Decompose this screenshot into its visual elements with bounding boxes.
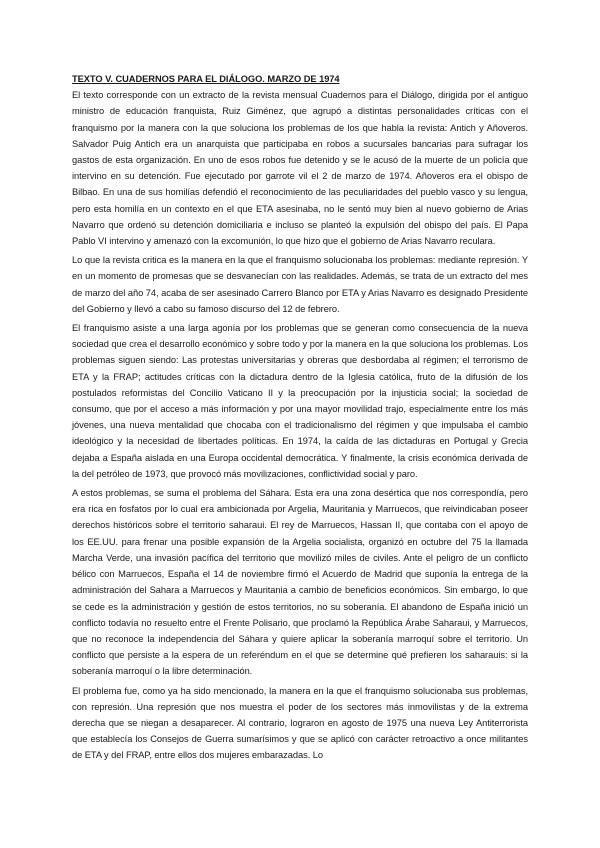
paragraph-represion-ley-antiterrorista: El problema fue, como ya ha sido mencionado, la manera en la que el franquismo solucionaba sus problemas, con represión. Una represión que nos muestra el poder de los sectores más inmovilistas y de la extrema derecha que se niegan a desaparecer. Al contrario, lograron en agosto de 1975 una nueva Ley Antiterrorista que establecía los Consejos de Guerra sumarísimos y que se aplicó con carácter retroactivo a once militantes de ETA y del FRAP, entre ellos dos mujeres embarazadas. Lo: [72, 685, 528, 761]
paragraph-problema-sahara: A estos problemas, se suma el problema del Sáhara. Esta era una zona desértica que nos correspondía, pero era rica en fosfatos por lo cual era ambicionada por Argelia, Mauritania y Marruecos, que reivindicaban poseer derechos históricos sobre el territorio saharaui. El rey de Marruecos, Hassan II, que contaba con el apoyo de los EE.UU. para frenar una posible expansión de la Argelia socialista, organizó en octubre del 75 la llamada Marcha Verde, una invasión pacífica del territorio que movilizó miles de civiles. Ante el peligro de un conflicto bélico con Marruecos, España el 14 de noviembre firmó el Acuerdo de Madrid que suponía la entrega de la administración del Sahara a Marruecos y Mauritania a cambio de beneficios económicos. Sin embargo, lo que se cede es la administración y gestión de estos territorios, no su soberanía. El abandono de España inició un conflicto todavía no resuelto entre el Frente Polisario, que proclamó la República Árabe Saharaui, y Marruecos, que no reconoce la independencia del Sáhara y quiere aplicar la soberanía marroquí sobre el territorio. Un conflicto que persiste a la espera de un referéndum en el que se determine qué prefieren los saharauis: si la soberanía marroquí o la libre determinación.: [72, 488, 528, 677]
paragraph-antich-anoveros: El texto corresponde con un extracto de la revista mensual Cuadernos para el Diálogo, dirigida por el antiguo ministro de educación franquista, Ruiz Giménez, que agrupó a distintas personalidades críticas con el franquismo por la manera con la que soluciona los problemas de los que habla la revista: Antich y Añoveros. Salvador Puig Antich era un anarquista que participaba en robos a sucursales bancarias para sufragar los gastos de esta organización. En uno de esos robos fue detenido y se le acusó de la muerte de un policía que intervino en su detención. Fue ejecutado por garrote vil el 2 de marzo de 1974. Añoveros era el obispo de Bilbao. En una de sus homilías defendió el reconocimiento de las peculiaridades del pueblo vasco y su lengua, pero esta homilía en un contexto en el que ETA asesinaba, no le sentó muy bien al nuevo gobierno de Arias Navarro que ordenó su detención domiciliaria e incluso se planteó la expulsión del obispo del país. El Papa Pablo VI intervino y amenazó con la excomunión, lo que hizo que el gobierno de Arias Navarro reculara.: [72, 90, 528, 247]
document-title: TEXTO V. CUADERNOS PARA EL DIÁLOGO. MARZO DE 1974: [72, 74, 340, 84]
paragraph-critica-represion: Lo que la revista critica es la manera en la que el franquismo solucionaba los problemas: mediante represión. Y en un momento de promesas que se desvanecían con las realidades. Además, se trata de un extracto del mes de marzo del año 74, acaba de ser asesinado Carrero Blanco por ETA y Arias Navarro es designado Presidente del Gobierno y llevó a cabo su famoso discurso del 12 de febrero.: [72, 255, 528, 314]
paragraph-agonia-franquismo: El franquismo asiste a una larga agonía por los problemas que se generan como consecuencia de la nueva sociedad que crea el desarrollo económico y sobre todo y por la manera en la que soluciona los problemas. Los problemas siguen siendo: Las protestas universitarias y obreras que desbordaba al régimen; el terrorismo de ETA y la FRAP; actitudes críticas con la dictadura dentro de la Iglesia católica, fruto de la difusión de los postulados reformistas del Concilio Vaticano II y la preocupación por la injusticia social; la sociedad de consumo, que por el acceso a más información y por una mayor movilidad trajo, especialmente entre los más jóvenes, una nueva mentalidad que chocaba con el tradicionalismo del régimen y que impulsaba el cambio ideológico y la necesidad de libertades políticas. En 1974, la caída de las dictaduras en Portugal y Grecia dejaba a España aislada en una Europa occidental democrática. Y finalmente, la crisis económica derivada de la del petróleo de 1973, que provocó más movilizaciones, conflictividad social y paro.: [72, 323, 528, 479]
document-page: [72, 71, 528, 767]
